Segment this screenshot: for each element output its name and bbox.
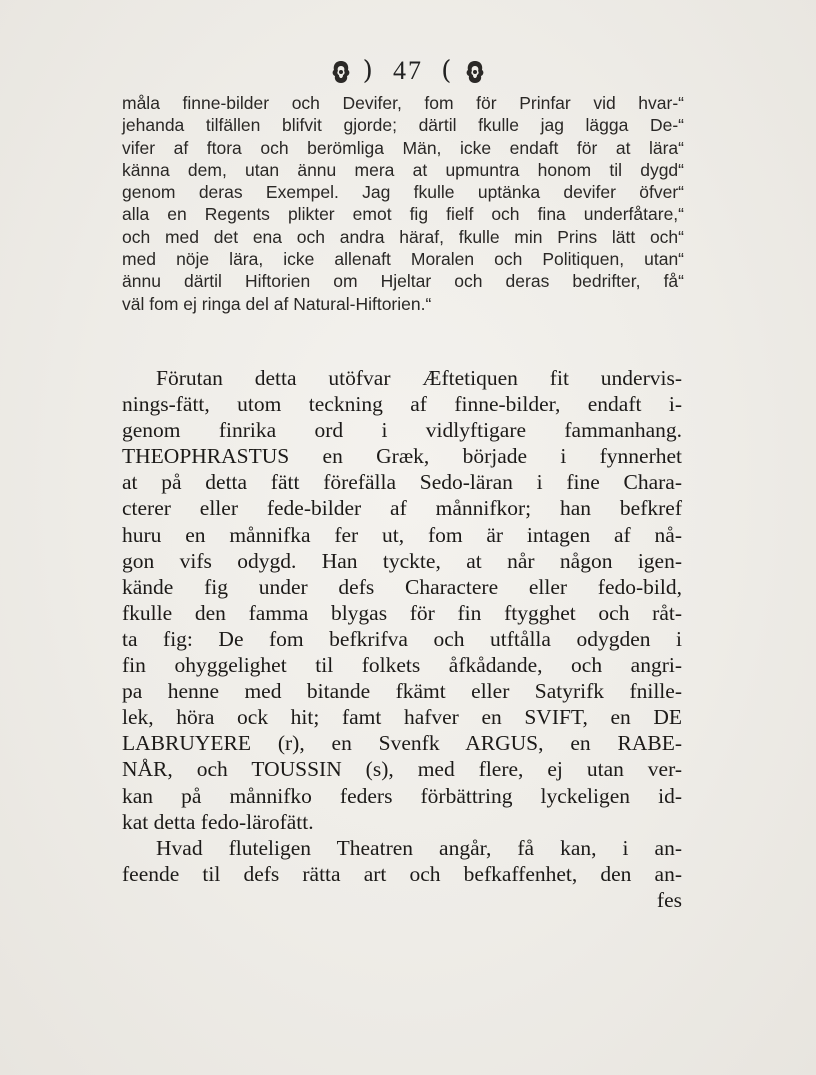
text-line: LABRUYERE (r), en Svenfk ARGUS, en RABE- [122, 731, 682, 756]
quote-line: och med det ena och andra häraf, fkulle min Prins lätt och“ [122, 226, 684, 247]
quote-line: måla finne-bilder och Devifer, fom för Prinfar vid hvar-“ [122, 93, 684, 113]
text-line: fkulle den famma blygas för fin ftygghet och råt- [122, 600, 682, 625]
quote-line: väl fom ej ringa del af Natural-Hiftorien.“ [122, 293, 432, 314]
quoted-passage [122, 92, 684, 315]
text-line: kan på månnifko feders förbättring lyckeligen id- [122, 783, 682, 808]
quote-line: känna dem, utan ännu mera at upmuntra honom til dygd“ [122, 159, 684, 180]
text-line: nings-fätt, utom teckning af finne-bilder, endaft i- [122, 392, 682, 417]
quote-line: vifer af ftora och berömliga Män, icke endaft för at lära“ [122, 137, 684, 158]
text-line: genom finrika ord i vidlyftigare fammanhang. [122, 418, 682, 443]
text-line: pa henne med bitande fkämt eller Satyrifk fnille- [122, 679, 682, 704]
paragraph-first-line: Hvad fluteligen Theatren angår, få kan, i an- [156, 835, 682, 860]
quote-line: med nöje lära, icke allenaft Moralen och Politiquen, utan“ [122, 249, 684, 270]
catchword: fes [656, 887, 682, 912]
text-line: NÅR, och TOUSSIN (s), med flere, ej utan ver- [122, 757, 682, 782]
body-text [122, 365, 682, 913]
ornament-icon [330, 59, 352, 85]
quote-line: ännu därtil Hiftorien om Hjeltar och deras bedrifter, få“ [122, 271, 684, 292]
text-line: feende til defs rätta art och befkaffenhet, den an- [122, 861, 682, 886]
left-paren: ) [362, 56, 375, 86]
right-paren: ( [441, 56, 454, 86]
text-line: fin ohyggelighet til folkets åfkådande, och angri- [122, 653, 682, 678]
text-line: lek, höra ock hit; famt hafver en SVIFT, en DE [122, 705, 682, 730]
paragraph-last-line: kat detta fedo-lärofätt. [122, 809, 314, 834]
page-number: 47 [393, 56, 423, 85]
text-line: gon vifs odygd. Han tyckte, at når någon igen- [122, 548, 682, 573]
quote-line: alla en Regents plikter emot fig fielf och fina underfåtare,“ [122, 204, 684, 225]
text-line: huru en månnifka fer ut, fom är intagen af nå- [122, 522, 682, 547]
text-line: THEOPHRASTUS en Græk, började i fynnerhet [122, 444, 682, 469]
quote-line: genom deras Exempel. Jag fkulle uptänka devifer öfver“ [122, 182, 684, 203]
paragraph-first-line: Förutan detta utöfvar Æftetiquen fit undervis- [156, 366, 682, 390]
text-line: cterer eller fede-bilder af månnifkor; han befkref [122, 496, 682, 521]
quote-line: jehanda tilfällen blifvit gjorde; därtil fkulle jag lägga De-“ [122, 115, 684, 136]
text-line: at på detta fätt förefälla Sedo-läran i fine Chara- [122, 470, 682, 495]
text-line: ta fig: De fom befkrifva och utftålla odygden i [122, 626, 682, 651]
page-header [0, 56, 816, 86]
text-line: kände fig under defs Charactere eller fedo-bild, [122, 574, 682, 599]
ornament-icon [464, 59, 486, 85]
